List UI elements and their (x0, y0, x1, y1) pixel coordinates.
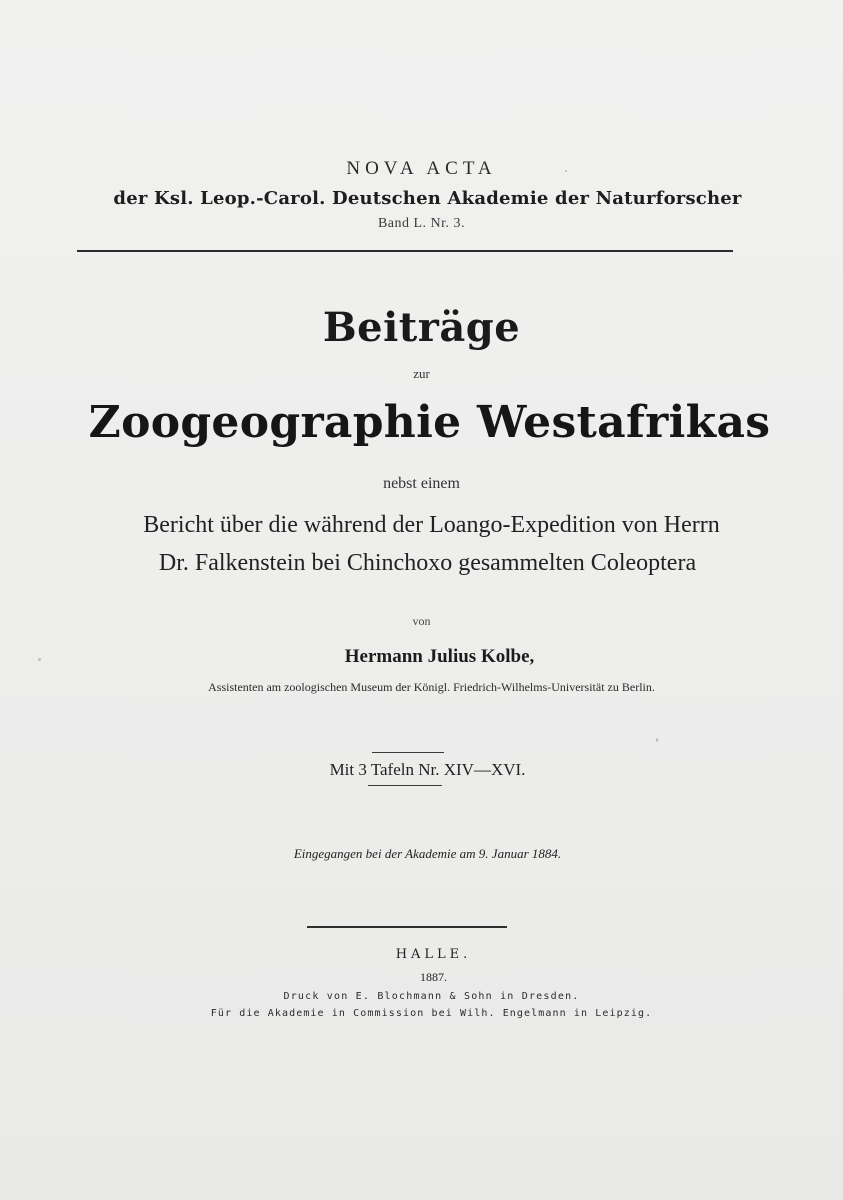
author-prefix: von (412, 614, 431, 628)
main-title-line-1: Beiträge (322, 304, 521, 351)
header-divider (77, 250, 733, 252)
paper-speck (38, 658, 41, 661)
plates-rule-bottom (368, 785, 442, 786)
academy-name: der Ksl. Leop.-Carol. Deutschen Akademie der Naturforscher (113, 188, 742, 209)
plates-note: Mit 3 Tafeln Nr. XIV—XVI. (329, 760, 526, 779)
imprint-printer: Druck von E. Blochmann & Sohn in Dresden. (283, 991, 580, 1002)
title-nebst: nebst einem (383, 475, 460, 492)
paper-speck (565, 170, 567, 172)
author-name: Hermann Julius Kolbe, (344, 646, 535, 667)
main-title-line-2: Zoogeographie Westafrikas (88, 397, 771, 448)
imprint-year: 1887. (420, 970, 447, 984)
paper-speck (656, 738, 658, 742)
subtitle-line-1: Bericht über die während der Loango-Expedition von Herrn (143, 512, 720, 538)
imprint-place: HALLE. (395, 947, 472, 962)
author-affiliation: Assistenten am zoologischen Museum der Königl. Friedrich-Wilhelms-Universität zu Berlin. (208, 680, 655, 694)
imprint-commission: Für die Akademie in Commission bei Wilh. Engelmann in Leipzig. (210, 1008, 653, 1019)
subtitle-line-2: Dr. Falkenstein bei Chinchoxo gesammelten Coleoptera (158, 550, 697, 576)
title-connector: zur (413, 366, 430, 381)
volume-number: Band L. Nr. 3. (377, 216, 466, 231)
imprint-divider (307, 926, 507, 928)
series-title: NOVA ACTA (346, 158, 497, 179)
plates-rule-top (372, 752, 444, 753)
received-date: Eingegangen bei der Akademie am 9. Januar 1884. (293, 846, 562, 861)
